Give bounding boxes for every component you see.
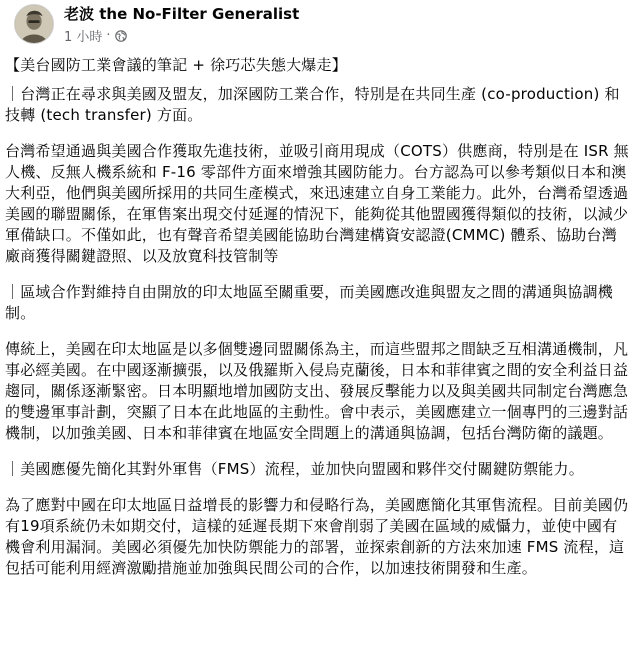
- meta-separator: ·: [106, 28, 111, 43]
- paragraph-gap: [5, 480, 631, 495]
- avatar-portrait-icon: [15, 5, 53, 43]
- post-header: [8, 0, 629, 56]
- author-name[interactable]: 老波 the No-Filter Generalist: [64, 5, 300, 23]
- paragraph-gap: [5, 126, 631, 141]
- post-meta: [64, 26, 127, 45]
- post-timestamp[interactable]: 1 小時: [64, 30, 103, 45]
- paragraph-gap: [5, 324, 631, 339]
- post-title: 【美台國防工業會議的筆記 + 徐巧芯失態大爆走】: [5, 56, 347, 74]
- post-paragraph-5: ｜美國應優先簡化其對外軍售（FMS）流程，並加快向盟國和夥伴交付關鍵防禦能力。: [5, 460, 584, 478]
- post-paragraph-3: ｜區域合作對維持自由開放的印太地區至關重要，而美國應改進與盟友之間的溝通與協調機制。: [5, 283, 614, 322]
- post-paragraph-1: ｜台灣正在尋求與美國及盟友，加深國防工業合作，特別是在共同生產 (co-production) 和技轉 (tech transfer) 方面。: [5, 85, 620, 124]
- globe-icon[interactable]: [115, 30, 127, 42]
- paragraph-gap: [5, 444, 631, 459]
- post-paragraph-6: 為了應對中國在印太地區日益增長的影響力和侵略行為，美國應簡化其軍售流程。目前美國仍有19項系統仍未如期交付，這樣的延遲長期下來會削弱了美國在區域的威懾力，並使中國有機會利用漏洞。美國必須優先加快防禦能力的部署，並探索創新的方法來加速 FMS 流程，這包括可能利用經濟激勵措施並加強與民間公司的合作，以加速技術開發和生產。: [5, 496, 629, 577]
- post-paragraph-4: 傳統上，美國在印太地區是以多個雙邊同盟關係為主，而這些盟邦之間缺乏互相溝通機制，凡事必經美國。在中國逐漸擴張，以及俄羅斯入侵烏克蘭後，日本和菲律賓之間的安全利益日益趨同，關係逐漸緊密。日本明顯地增加國防支出、發展反擊能力以及與美國共同制定台灣應急的雙邊軍事計劃，突顯了日本在此地區的主動性。會中表示，美國應建立一個專門的三邊對話機制，以加強美國、日本和菲律賓在地區安全問題上的溝通與協調，包括台灣防衛的議題。: [5, 340, 629, 442]
- post-paragraph-2: 台灣希望通過與美國合作獲取先進技術，並吸引商用現成（COTS）供應商，特別是在 ISR 無人機、反無人機系統和 F-16 零部件方面來增強其國防能力。台方認為可以參考類似日本和澳大利亞，他們與美國所採用的共同生產模式，來迅速建立自身工業能力。此外，台灣希望透過美國的聯盟關係，在軍售案出現交付延遲的情況下，能夠從其他盟國獲得類似的技術，以減少軍備缺口。不僅如此，也有聲音希望美國能協助台灣建構資安認證(CMMC) 體系、協助台灣廠商獲得關鍵證照、以及放寬科技管制等: [5, 142, 629, 265]
- post-body: [5, 55, 631, 579]
- author-avatar[interactable]: [14, 4, 54, 44]
- paragraph-gap: [5, 267, 631, 282]
